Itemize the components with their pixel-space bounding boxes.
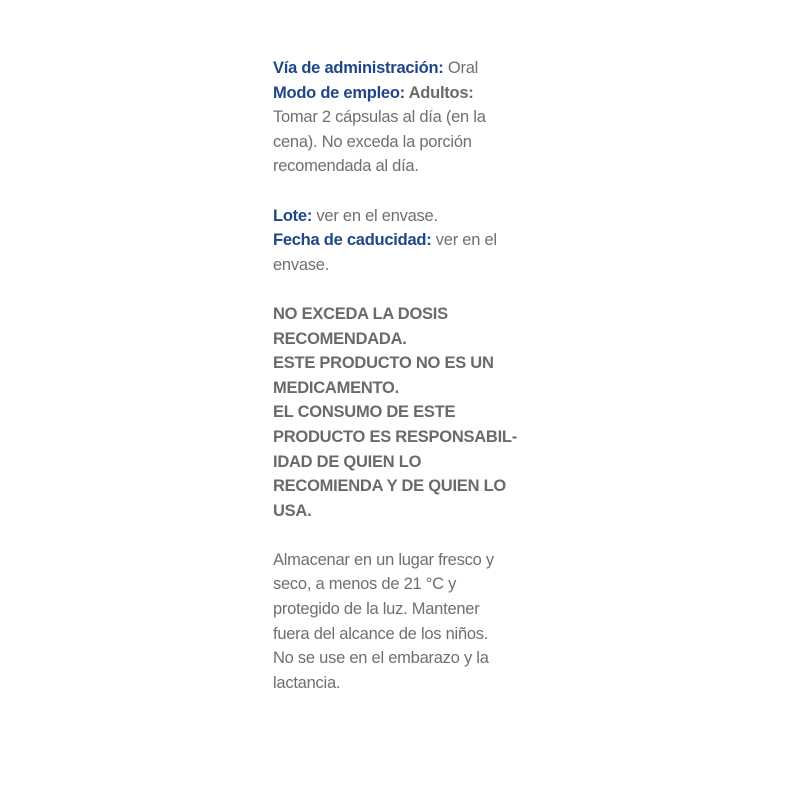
usage-text-line: Tomar 2 cápsulas al día (en la: [273, 108, 486, 127]
warning-line: USA.: [273, 501, 312, 520]
warning-line: EL CONSUMO DE ESTE: [273, 403, 456, 422]
warning-line: IDAD DE QUIEN LO: [273, 452, 422, 471]
product-label-text: [273, 56, 523, 695]
storage-line: Almacenar en un lugar fresco y: [273, 550, 494, 569]
warning-line: RECOMENDADA.: [273, 329, 407, 348]
spacer: [273, 523, 523, 548]
warning-line: MEDICAMENTO.: [273, 378, 399, 397]
expiry-line: [273, 228, 523, 253]
usage-label: Modo de empleo:: [273, 83, 405, 102]
usage-line: [273, 81, 523, 106]
admin-route-label: Vía de administración:: [273, 59, 444, 77]
warning-line: ESTE PRODUCTO NO ES UN: [273, 354, 494, 373]
spacer: [273, 277, 523, 302]
lot-value: ver en el envase.: [312, 206, 438, 225]
lot-line: [273, 204, 523, 229]
storage-line: fuera del alcance de los niños.: [273, 624, 489, 643]
expiry-label: Fecha de caducidad:: [273, 231, 432, 250]
lot-label: Lote:: [273, 206, 313, 225]
admin-route-value: Oral: [443, 59, 479, 77]
expiry-value-continued: envase.: [273, 255, 330, 274]
usage-value-bold: Adultos:: [404, 83, 474, 102]
spacer: [273, 179, 523, 204]
warning-line: PRODUCTO ES RESPONSABIL-: [273, 427, 517, 446]
admin-route-line: [273, 56, 523, 81]
warning-line: RECOMIENDA Y DE QUIEN LO: [273, 477, 506, 496]
storage-line: protegido de la luz. Mantener: [273, 600, 480, 619]
usage-text-line: recomendada al día.: [273, 157, 419, 176]
storage-line: No se use en el embarazo y la: [273, 649, 489, 668]
storage-line: seco, a menos de 21 °C y: [273, 575, 457, 594]
expiry-value: ver en el: [431, 231, 497, 250]
storage-line: lactancia.: [273, 673, 341, 692]
usage-text-line: cena). No exceda la porción: [273, 132, 472, 151]
warning-line: NO EXCEDA LA DOSIS: [273, 304, 448, 323]
